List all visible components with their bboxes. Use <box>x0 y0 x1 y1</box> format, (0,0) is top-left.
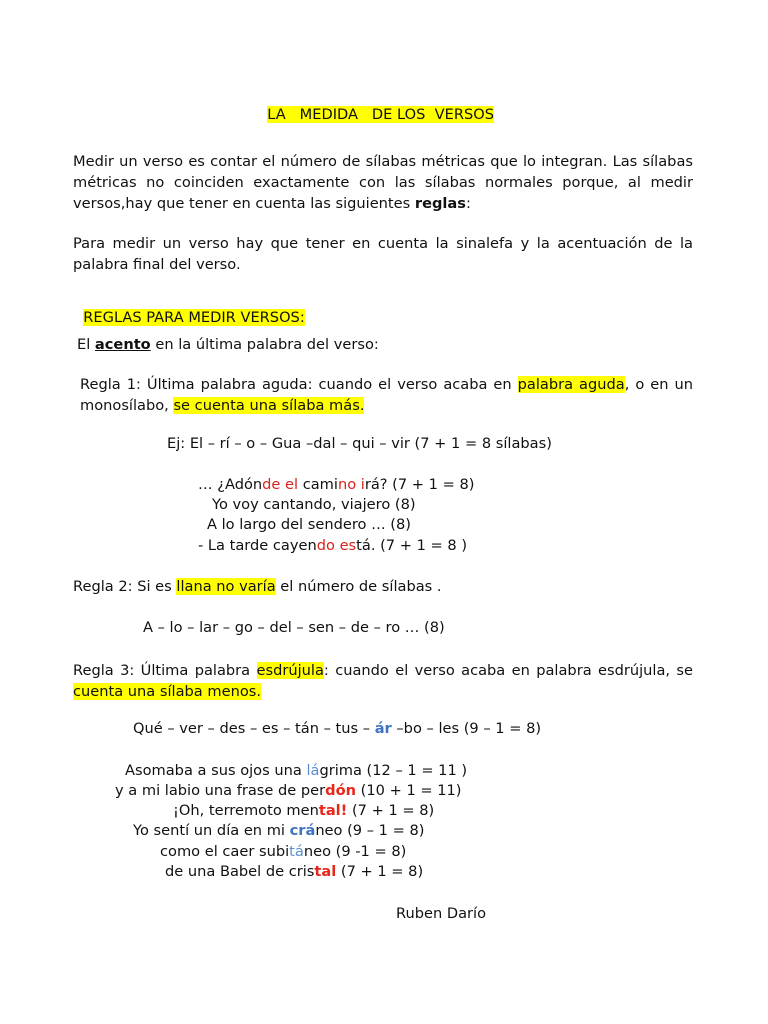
regla-3-text: Regla 3: Última palabra <box>73 662 257 679</box>
regla-3-text-2: : cuando el verso acaba en palabra esdrújula, se <box>323 662 693 679</box>
section-heading <box>74 296 305 325</box>
poem-1-line-4-part: - La tarde cayen <box>198 537 317 554</box>
poem-2-line-3-part: (7 + 1 = 8) <box>347 802 435 819</box>
regla-1-highlight-mas: se cuenta una sílaba más. <box>173 397 365 414</box>
poem-2-line-4 <box>133 824 424 839</box>
page-title <box>258 93 494 122</box>
poem-2-line-4-part: Yo sentí un día en mi <box>133 822 290 839</box>
poem-1-line-4-part: tá. (7 + 1 = 8 ) <box>356 537 468 554</box>
poem-2-line-5-part: neo (9 -1 = 8) <box>303 843 407 860</box>
poem-1-line-1-part: rá? (7 + 1 = 8) <box>364 476 475 493</box>
poem-1-line-1-red: no i <box>337 476 365 493</box>
poem-2-line-3-accent: tal! <box>318 802 348 819</box>
poem-1-line-1-part: … ¿Adón <box>198 476 263 493</box>
accent-word: acento <box>94 336 151 353</box>
poem-1-line-1 <box>198 478 474 493</box>
poem-2-line-2 <box>115 784 462 799</box>
poem-2-line-5-part: como el caer subi <box>160 843 290 860</box>
accent-line <box>77 338 379 353</box>
regla-1-text-2: , o en un monosílabo, <box>80 376 693 414</box>
poem-2-line-6-accent: tal <box>314 863 337 880</box>
example-1: Ej: El – rí – o – Gua –dal – qui – vir (7 + 1 = 8 sílabas) <box>167 435 552 452</box>
regla-3-highlight-menos: cuenta una sílaba menos. <box>73 683 262 700</box>
poem-2-line-2-accent: dón <box>325 782 357 799</box>
accent-line-pre: El <box>77 336 95 353</box>
poem-2-line-2-part: y a mi labio una frase de per <box>115 782 326 799</box>
title-highlight: LA MEDIDA DE LOS VERSOS <box>267 105 494 123</box>
poem-2-line-6-part: de una Babel de cris <box>165 863 315 880</box>
poem-2-line-5-accent: tá <box>289 843 304 860</box>
regla-1-text: Regla 1: Última palabra aguda: cuando el verso acaba en <box>80 376 518 393</box>
poem-2-line-6-part: (7 + 1 = 8) <box>336 863 424 880</box>
poem-1-line-3: A lo largo del sendero … (8) <box>207 516 411 533</box>
regla-2 <box>73 580 442 595</box>
poem-2-line-1-part: grima (12 – 1 = 11 ) <box>319 762 468 779</box>
poem-2-line-4-accent: crá <box>289 822 316 839</box>
example-2: A – lo – lar – go – del – sen – de – ro … (8) <box>143 619 445 636</box>
intro-text: Medir un verso es contar el número de sílabas métricas que lo integran. Las sílabas métricas no coinciden exactamente con las sílabas normales porque, al medir versos,hay que tener en cuenta las siguientes <box>73 153 693 212</box>
poem-1-line-1-part: cami <box>298 476 338 493</box>
poem-2-line-4-part: neo (9 – 1 = 8) <box>315 822 425 839</box>
poem-2-line-1-part: Asomaba a sus ojos una <box>125 762 307 779</box>
intro-paragraph <box>73 151 693 214</box>
accent-line-post: en la última palabra del verso: <box>150 336 379 353</box>
intro-bold-word: reglas <box>414 195 466 212</box>
poem-1-line-1-red: de el <box>262 476 299 493</box>
poem-1-line-2: Yo voy cantando, viajero (8) <box>212 496 416 513</box>
section-heading-highlight: REGLAS PARA MEDIR VERSOS: <box>83 308 305 326</box>
poem-2-line-3-part: ¡Oh, terremoto men <box>173 802 319 819</box>
regla-1-highlight-aguda: palabra aguda <box>517 376 625 393</box>
poem-2-line-3 <box>173 804 434 819</box>
intro-end: : <box>465 195 471 212</box>
regla-1 <box>80 374 693 416</box>
example-3-accent: ár <box>374 720 392 737</box>
example-3 <box>133 722 541 737</box>
poem-2-line-5 <box>160 845 406 860</box>
regla-2-highlight: llana no varía <box>176 578 276 595</box>
poem-1-line-4-red: do es <box>316 537 357 554</box>
example-3-part: Qué – ver – des – es – tán – tus – <box>133 720 375 737</box>
regla-3 <box>73 660 693 702</box>
poem-2-line-1 <box>125 764 467 779</box>
poem-author: Ruben Darío <box>396 905 487 922</box>
sinalefa-paragraph: Para medir un verso hay que tener en cuenta la sinalefa y la acentuación de la palabra final del verso. <box>73 235 693 273</box>
example-3-part: –bo – les (9 – 1 = 8) <box>391 720 542 737</box>
poem-2-line-2-part: (10 + 1 = 11) <box>356 782 462 799</box>
poem-1-line-4 <box>198 539 467 554</box>
poem-2-line-6 <box>165 865 423 880</box>
regla-2-text: Regla 2: Si es <box>73 578 177 595</box>
regla-2-text-2: el número de sílabas . <box>275 578 442 595</box>
poem-2-line-1-accent: lá <box>306 762 320 779</box>
regla-3-highlight-esdrujula: esdrújula <box>256 662 324 679</box>
